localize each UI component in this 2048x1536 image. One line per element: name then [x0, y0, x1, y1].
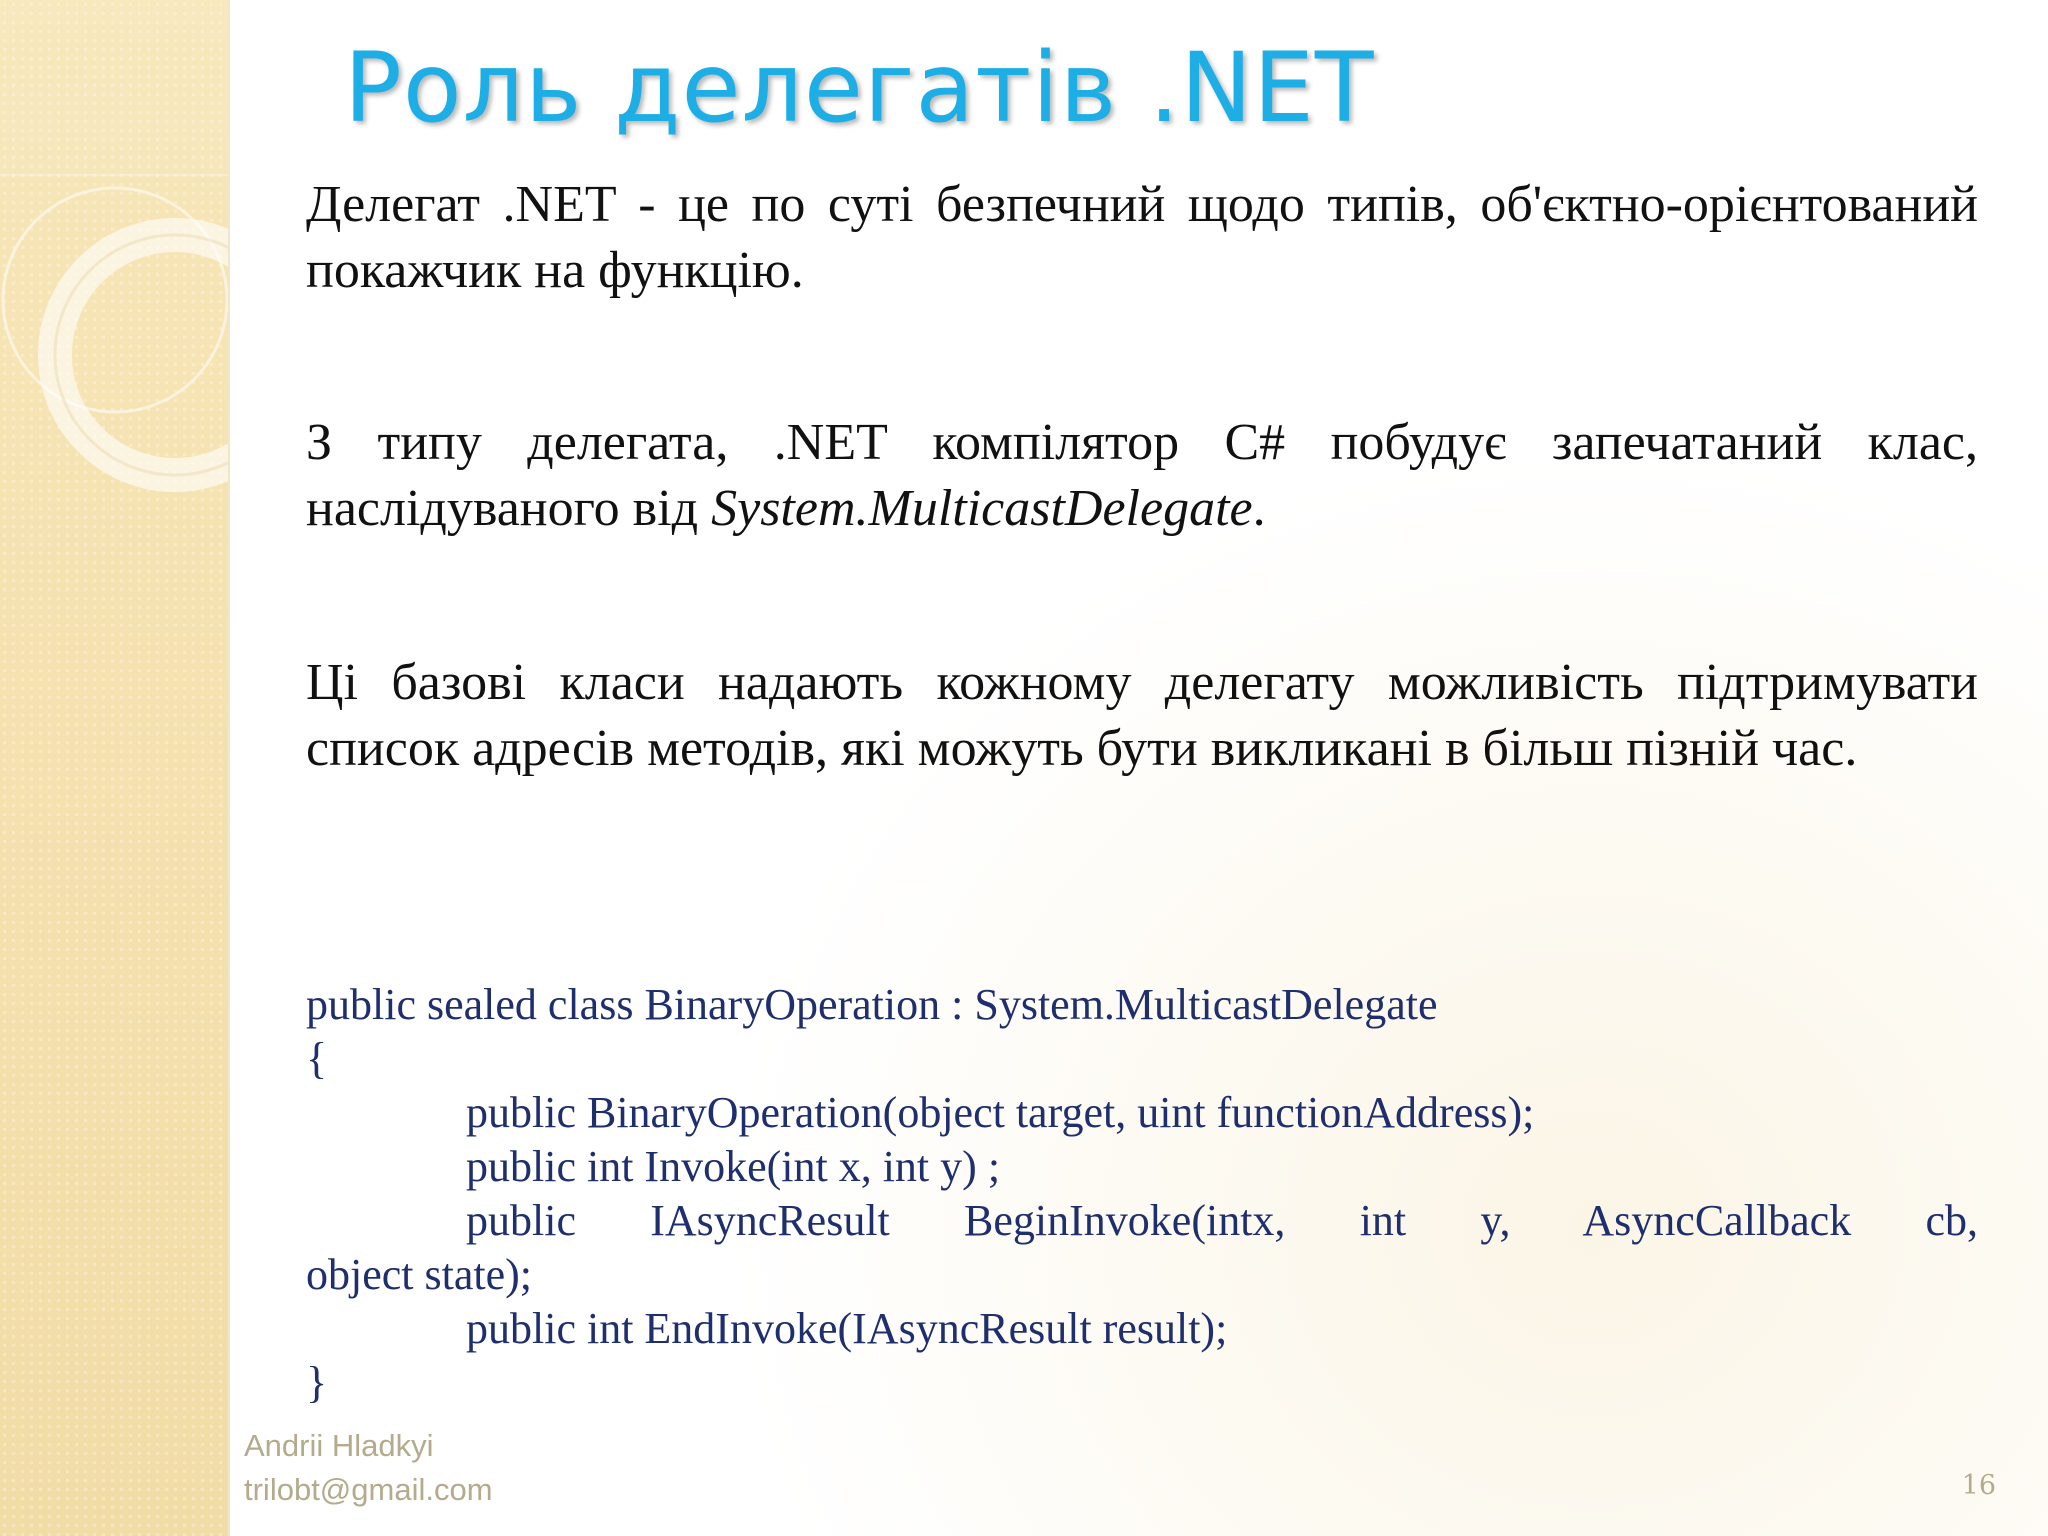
code-block [306, 978, 1978, 1410]
page-number: 16 [1961, 1470, 1996, 1501]
code-end-invoke: public int EndInvoke(IAsyncResult result); [466, 1304, 1228, 1353]
paragraph-compiler [306, 410, 1978, 542]
code-begin-invoke: public IAsyncResult BeginInvoke(intx, int y, AsyncCallback cb, [466, 1196, 1978, 1245]
footer-author: Andrii Hladkyi [244, 1428, 434, 1463]
code-begin-invoke-cont: object state); [306, 1250, 533, 1299]
slide-title: Роль делегатів .NET [344, 32, 1375, 144]
paragraph-delegate-definition: Делегат .NET - це по суті безпечний щодо типів, об'єктно-орієнтований покажчик на функцію. [306, 176, 1978, 299]
multicast-delegate-term: System.MulticastDelegate [711, 480, 1253, 537]
code-close-brace: } [306, 1358, 328, 1407]
footer [244, 1424, 493, 1512]
code-class-declaration: public sealed class BinaryOperation : System.MulticastDelegate [306, 980, 1438, 1029]
paragraph-base-classes: Ці базові класи надають кожному делегату можливість підтримувати список адресів методів, які можуть бути викликані в більш пізній час. [306, 654, 1978, 777]
footer-email: trilobt@gmail.com [244, 1472, 493, 1507]
code-invoke: public int Invoke(int x, int y) ; [466, 1142, 1001, 1191]
decorative-rings-icon [0, 0, 228, 1536]
code-open-brace: { [306, 1034, 328, 1083]
paragraph-compiler-text: З типу делегата, .NET компілятор C# побудує запечатаний клас, наслідуваного від [306, 414, 1978, 537]
decorative-sidebar [0, 0, 230, 1536]
paragraph-compiler-end: . [1252, 480, 1266, 537]
code-constructor: public BinaryOperation(object target, uint functionAddress); [466, 1088, 1535, 1137]
